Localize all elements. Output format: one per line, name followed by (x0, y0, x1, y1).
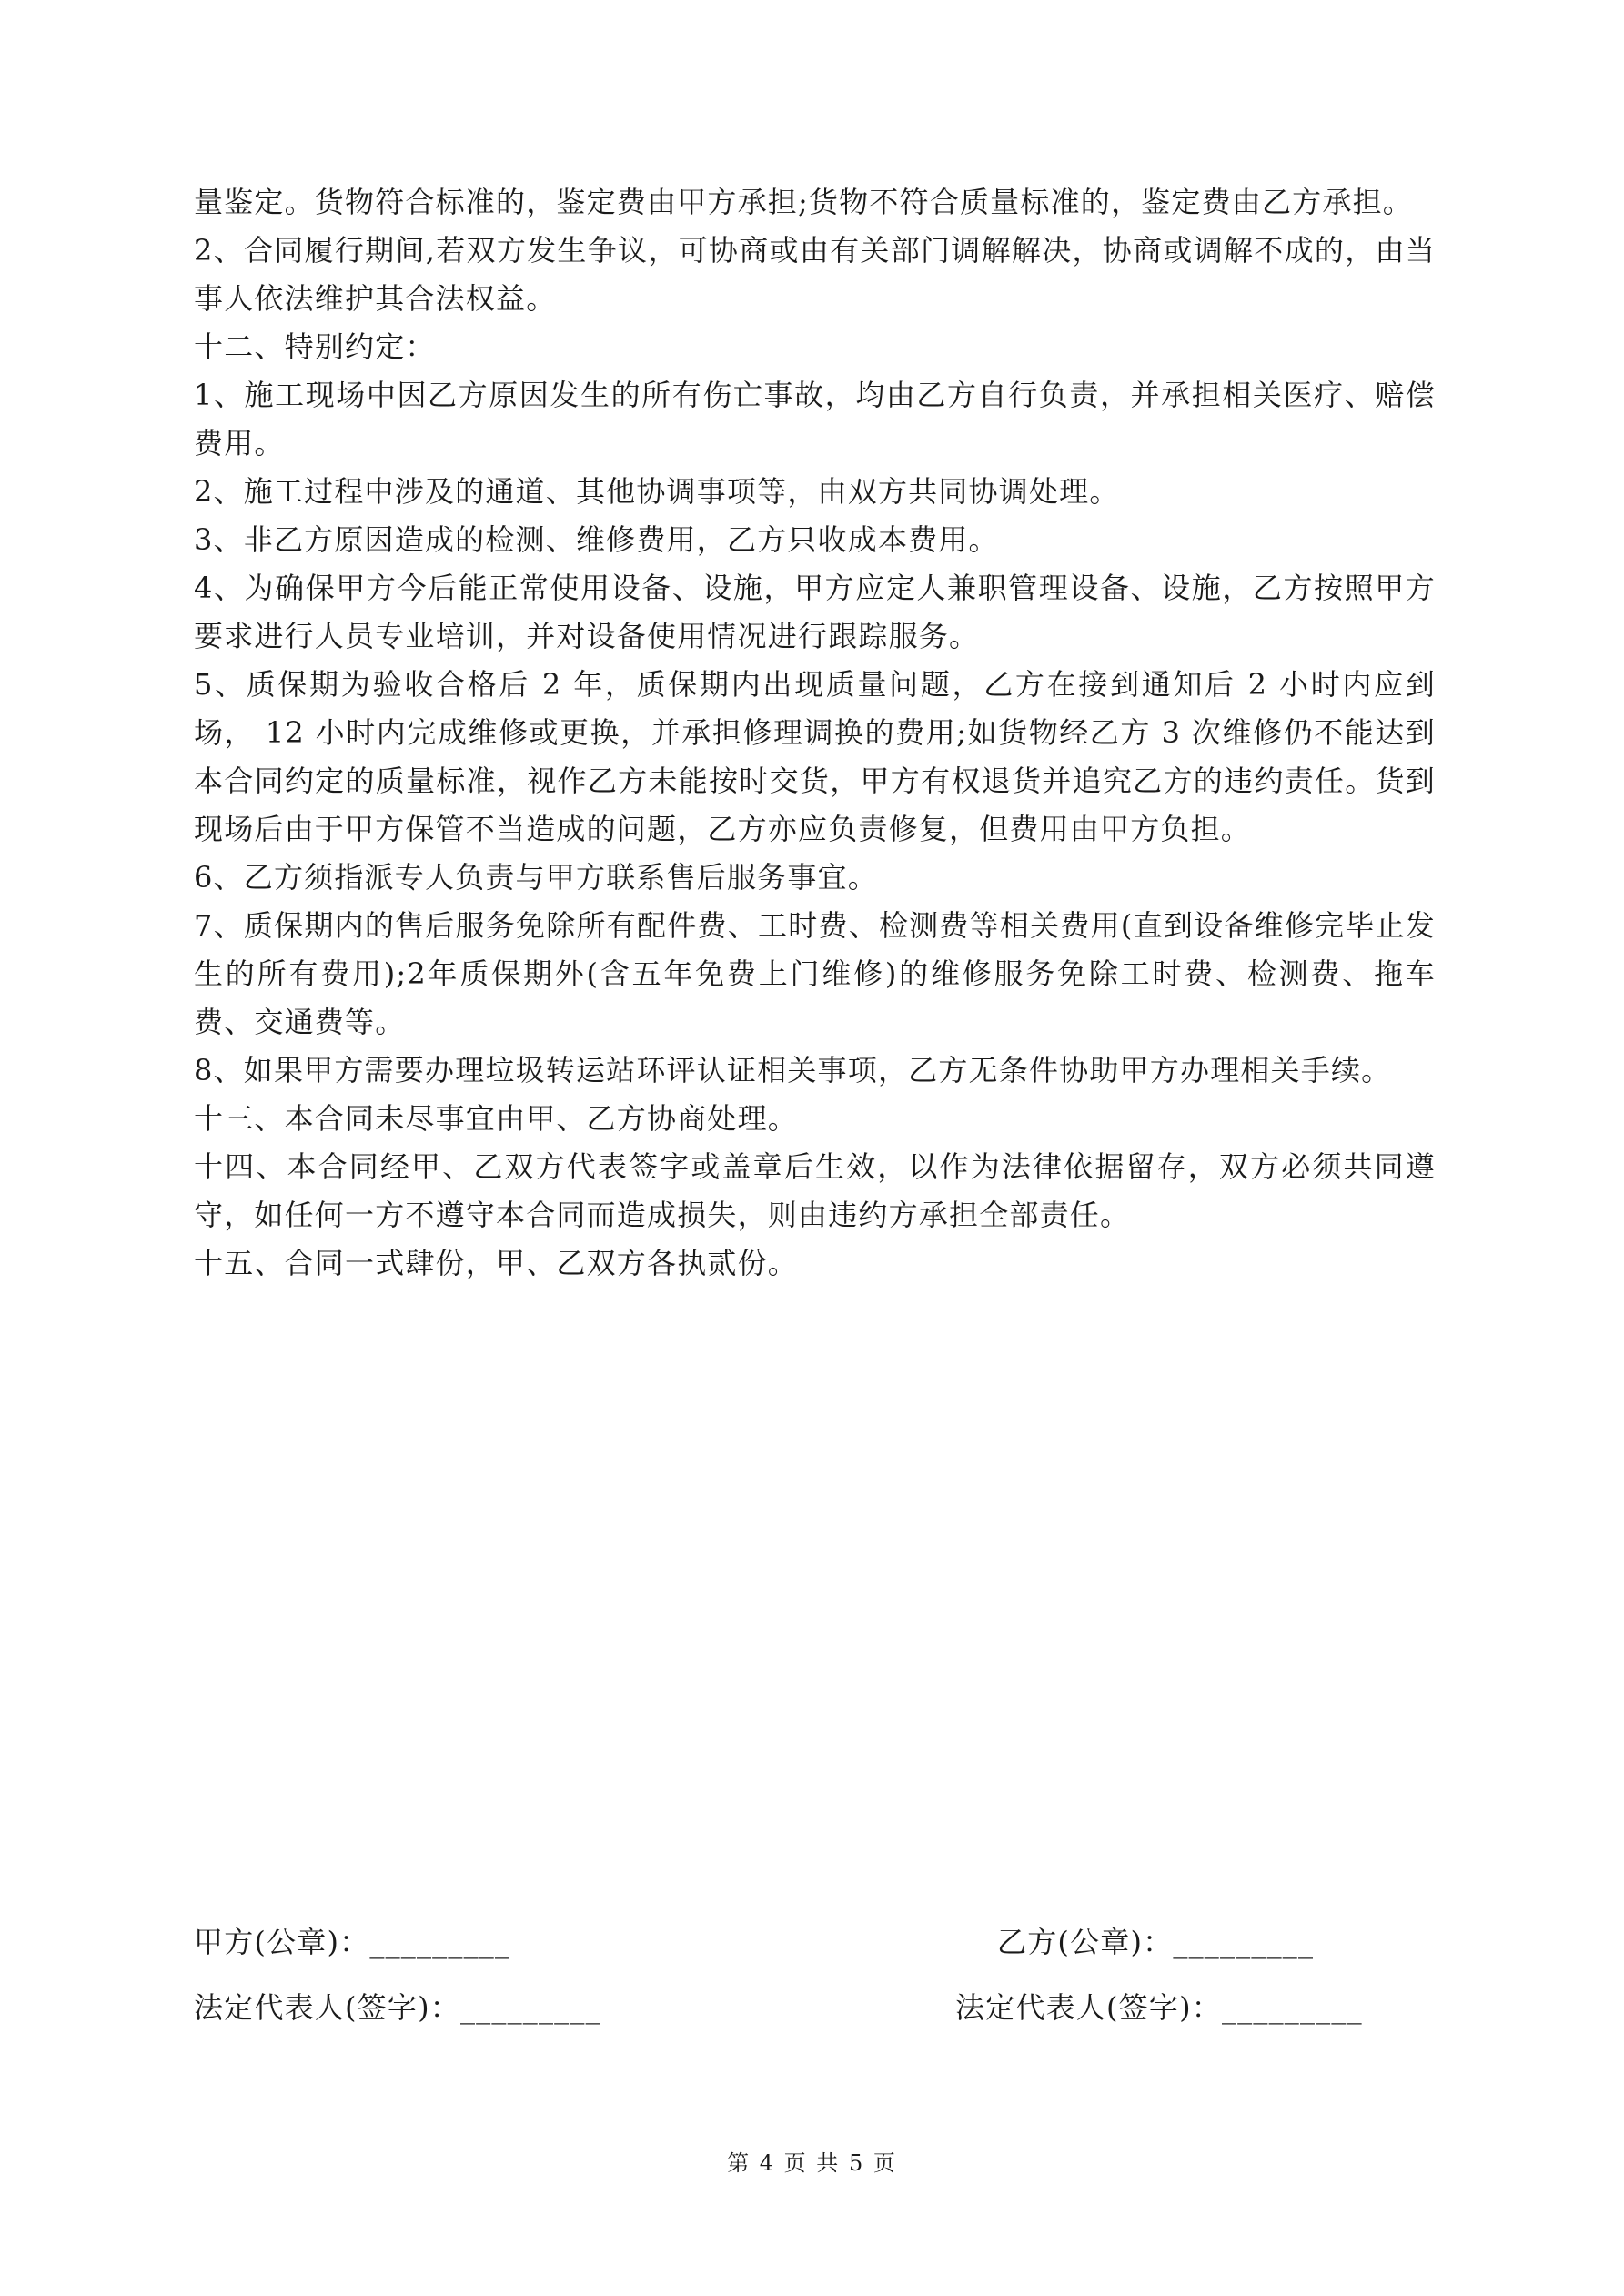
party-b-seal-line: 乙方(公章)：_________ (997, 1925, 1315, 1959)
section-fourteen: 十四、本合同经甲、乙双方代表签字或盖章后生效，以作为法律依据留存，双方必须共同遵守，如任何一方不遵守本合同而造成损失，则由违约方承担全部责任。 (194, 1149, 1436, 1232)
signature-block (194, 1909, 1436, 2040)
paragraph-term-8: 8、如果甲方需要办理垃圾转运站环评认证相关事项，乙方无条件协助甲方办理相关手续。 (194, 1053, 1392, 1087)
paragraph-term-2: 2、施工过程中涉及的通道、其他协调事项等，由双方共同协调处理。 (194, 474, 1120, 509)
paragraph-quality-appraisal: 量鉴定。货物符合标准的，鉴定费由甲方承担;货物不符合质量标准的，鉴定费由乙方承担。 (194, 185, 1413, 219)
party-a-representative-line: 法定代表人(签字)：_________ (194, 1990, 601, 2025)
paragraph-term-1: 1、施工现场中因乙方原因发生的所有伤亡事故，均由乙方自行负责，并承担相关医疗、赔偿费用。 (194, 378, 1436, 460)
page-number-footer: 第 4 页 共 5 页 (727, 2150, 897, 2176)
signature-row-representative (194, 1975, 1436, 2040)
section-heading-special-terms: 十二、特别约定： (194, 329, 436, 364)
paragraph-term-3: 3、非乙方原因造成的检测、维修费用，乙方只收成本费用。 (194, 522, 999, 557)
paragraph-term-5: 5、质保期为验收合格后 2 年，质保期内出现质量问题，乙方在接到通知后 2 小时内应到场， 12 小时内完成维修或更换，并承担修理调换的费用;如货物经乙方 3 次维修仍不能达到本合同约定的质量标准，视作乙方未能按时交货，甲方有权退货并追究乙方的违约责任。货到现场后由于甲方保管不当造成的问题，乙方亦应负责修复，但费用由甲方负担。 (194, 667, 1436, 846)
contract-body (194, 178, 1436, 1288)
party-a-seal-line: 甲方(公章)：_________ (194, 1925, 511, 1959)
section-thirteen: 十三、本合同未尽事宜由甲、乙方协商处理。 (194, 1101, 799, 1136)
paragraph-term-4: 4、为确保甲方今后能正常使用设备、设施，甲方应定人兼职管理设备、设施，乙方按照甲方要求进行人员专业培训，并对设备使用情况进行跟踪服务。 (194, 571, 1436, 653)
party-b-representative-line: 法定代表人(签字)：_________ (955, 1990, 1363, 2025)
paragraph-dispute-resolution: 2、合同履行期间,若双方发生争议，可协商或由有关部门调解解决，协商或调解不成的，由当事人依法维护其合法权益。 (194, 233, 1436, 316)
section-fifteen: 十五、合同一式肆份，甲、乙双方各执贰份。 (194, 1246, 799, 1280)
paragraph-term-6: 6、乙方须指派专人负责与甲方联系售后服务事宜。 (194, 860, 878, 895)
signature-row-seal (194, 1909, 1436, 1975)
paragraph-term-7: 7、质保期内的售后服务免除所有配件费、工时费、检测费等相关费用(直到设备维修完毕止发生的所有费用);2年质保期外(含五年免费上门维修)的维修服务免除工时费、检测费、拖车费、交通费等。 (194, 908, 1436, 1039)
